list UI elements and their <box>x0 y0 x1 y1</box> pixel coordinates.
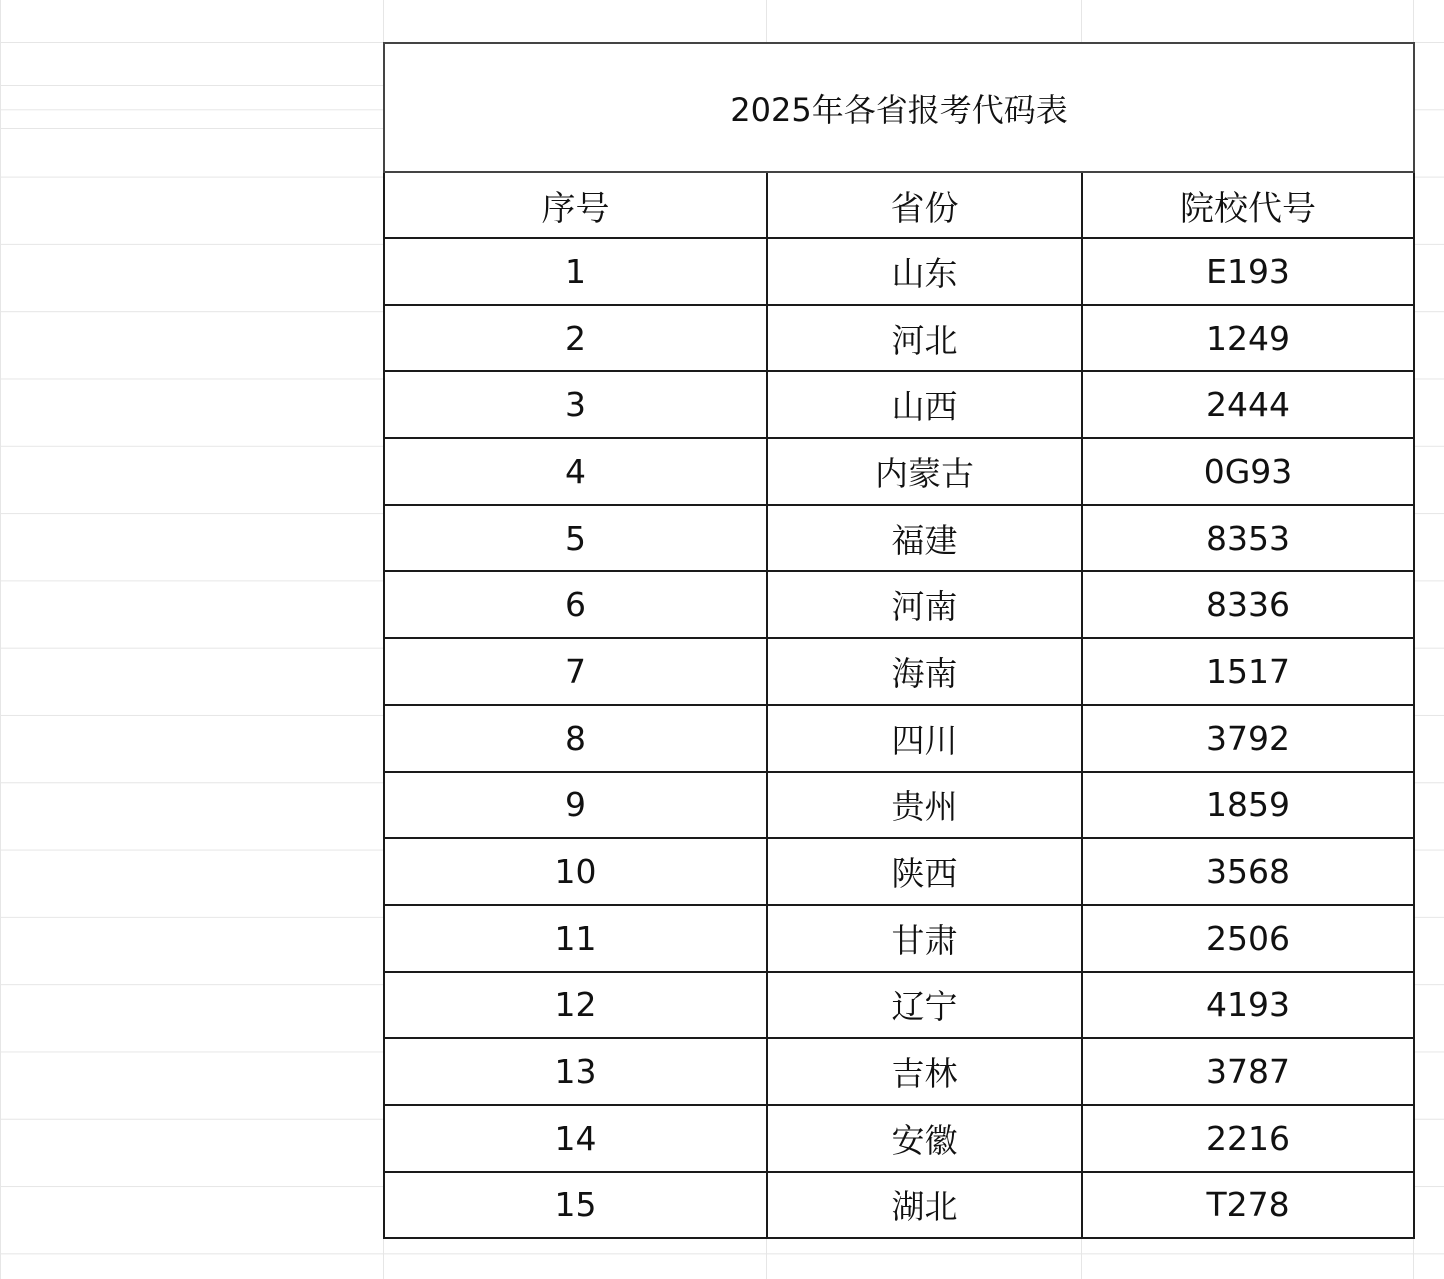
cell-province[interactable]: 吉林 <box>767 1038 1082 1105</box>
cell-province[interactable]: 海南 <box>767 638 1082 705</box>
cell-code[interactable]: 3787 <box>1082 1038 1414 1105</box>
cell-code[interactable]: E193 <box>1082 238 1414 305</box>
table-row <box>384 838 1414 905</box>
header-code[interactable]: 院校代号 <box>1082 172 1414 238</box>
cell-province[interactable]: 内蒙古 <box>767 438 1082 505</box>
title-row <box>384 43 1414 172</box>
table-row <box>384 1172 1414 1239</box>
cell-code[interactable]: 3792 <box>1082 705 1414 772</box>
table-row <box>384 772 1414 839</box>
cell-province[interactable]: 河北 <box>767 305 1082 372</box>
table-row <box>384 305 1414 372</box>
cell-seq[interactable]: 6 <box>384 571 767 638</box>
table-row <box>384 505 1414 572</box>
cell-province[interactable]: 山东 <box>767 238 1082 305</box>
table-row <box>384 705 1414 772</box>
cell-province[interactable]: 辽宁 <box>767 972 1082 1039</box>
cell-seq[interactable]: 1 <box>384 238 767 305</box>
cell-seq[interactable]: 5 <box>384 505 767 572</box>
cell-seq[interactable]: 8 <box>384 705 767 772</box>
cell-province[interactable]: 甘肃 <box>767 905 1082 972</box>
province-code-table <box>383 42 1415 1239</box>
table-row <box>384 371 1414 438</box>
cell-seq[interactable]: 12 <box>384 972 767 1039</box>
cell-seq[interactable]: 4 <box>384 438 767 505</box>
cell-code[interactable]: 8336 <box>1082 571 1414 638</box>
cell-seq[interactable]: 9 <box>384 772 767 839</box>
table-row <box>384 1105 1414 1172</box>
cell-seq[interactable]: 3 <box>384 371 767 438</box>
table-row <box>384 972 1414 1039</box>
table-title[interactable]: 2025年各省报考代码表 <box>384 43 1414 172</box>
sheet-gridline-horizontal <box>0 128 383 129</box>
cell-code[interactable]: 3568 <box>1082 838 1414 905</box>
header-row <box>384 172 1414 238</box>
cell-province[interactable]: 贵州 <box>767 772 1082 839</box>
cell-seq[interactable]: 11 <box>384 905 767 972</box>
cell-seq[interactable]: 7 <box>384 638 767 705</box>
header-province[interactable]: 省份 <box>767 172 1082 238</box>
cell-code[interactable]: 1859 <box>1082 772 1414 839</box>
cell-code[interactable]: 2444 <box>1082 371 1414 438</box>
cell-seq[interactable]: 10 <box>384 838 767 905</box>
table-row <box>384 571 1414 638</box>
cell-code[interactable]: 1517 <box>1082 638 1414 705</box>
sheet-gridline-horizontal <box>0 85 383 86</box>
table-row <box>384 638 1414 705</box>
table-row <box>384 238 1414 305</box>
cell-province[interactable]: 河南 <box>767 571 1082 638</box>
cell-seq[interactable]: 2 <box>384 305 767 372</box>
cell-seq[interactable]: 13 <box>384 1038 767 1105</box>
header-seq[interactable]: 序号 <box>384 172 767 238</box>
cell-province[interactable]: 山西 <box>767 371 1082 438</box>
cell-code[interactable]: 8353 <box>1082 505 1414 572</box>
cell-seq[interactable]: 15 <box>384 1172 767 1239</box>
table-row <box>384 438 1414 505</box>
cell-province[interactable]: 安徽 <box>767 1105 1082 1172</box>
cell-seq[interactable]: 14 <box>384 1105 767 1172</box>
cell-code[interactable]: T278 <box>1082 1172 1414 1239</box>
cell-code[interactable]: 2216 <box>1082 1105 1414 1172</box>
cell-province[interactable]: 四川 <box>767 705 1082 772</box>
cell-province[interactable]: 福建 <box>767 505 1082 572</box>
cell-province[interactable]: 湖北 <box>767 1172 1082 1239</box>
table-row <box>384 905 1414 972</box>
cell-province[interactable]: 陕西 <box>767 838 1082 905</box>
cell-code[interactable]: 2506 <box>1082 905 1414 972</box>
cell-code[interactable]: 4193 <box>1082 972 1414 1039</box>
cell-code[interactable]: 1249 <box>1082 305 1414 372</box>
table-row <box>384 1038 1414 1105</box>
cell-code[interactable]: 0G93 <box>1082 438 1414 505</box>
